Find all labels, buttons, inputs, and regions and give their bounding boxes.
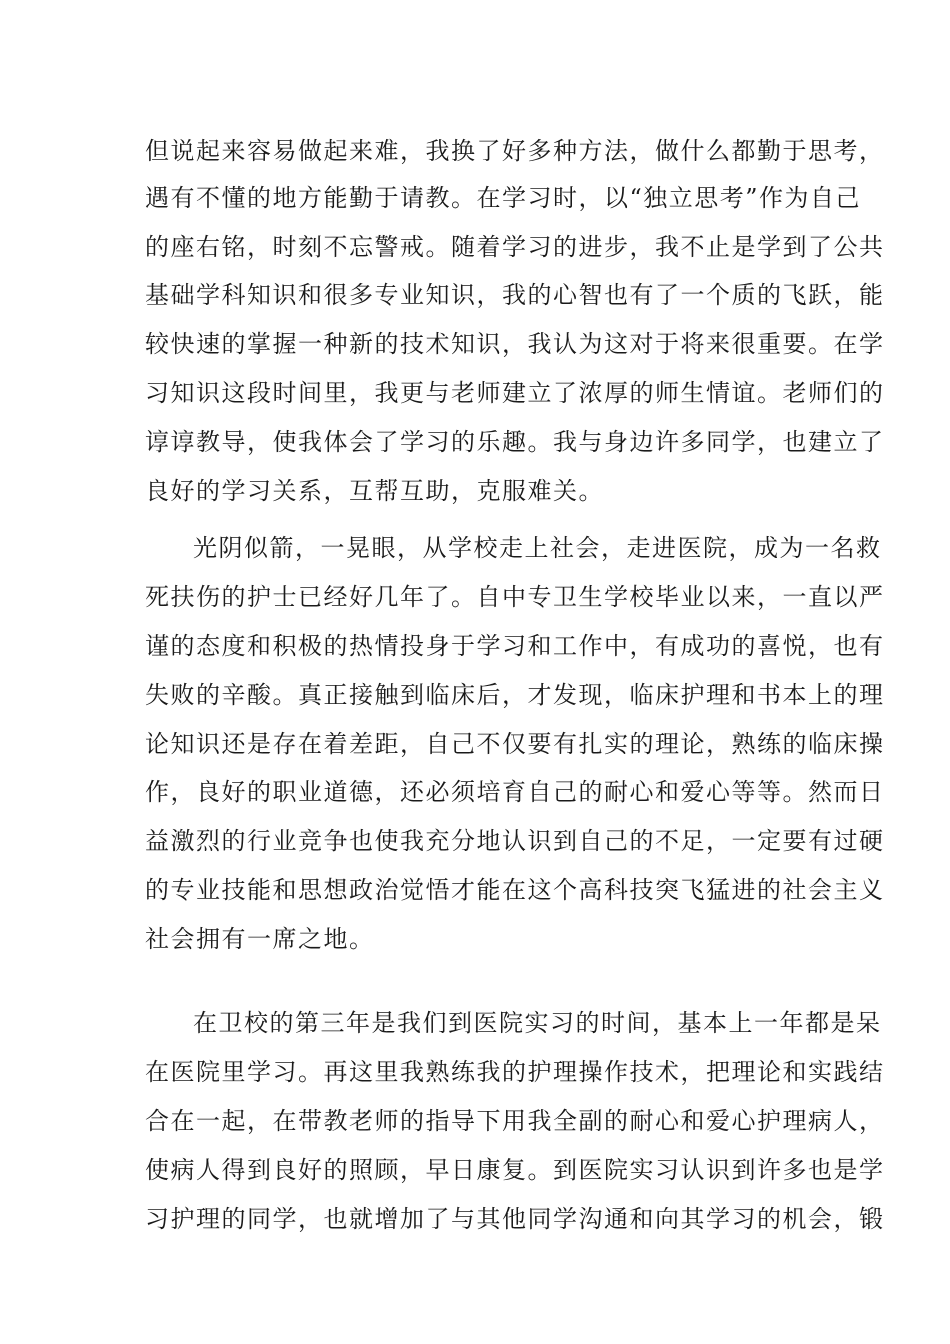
text-line: 死扶伤的护士已经好几年了。自中专卫生学校毕业以来，一直以严 bbox=[145, 583, 885, 611]
text-line: 较快速的掌握一种新的技术知识，我认为这对于将来很重要。在学 bbox=[145, 330, 885, 358]
text-line: 良好的学习关系，互帮互助，克服难关。 bbox=[145, 477, 604, 505]
text-line: 使病人得到良好的照顾，早日康复。到医院实习认识到许多也是学 bbox=[145, 1156, 885, 1184]
text-line: 基础学科知识和很多专业知识，我的心智也有了一个质的飞跃，能 bbox=[145, 281, 885, 309]
text-line: 论知识还是存在着差距，自己不仅要有扎实的理论，熟练的临床操 bbox=[145, 730, 885, 758]
text-line: 在医院里学习。再这里我熟练我的护理操作技术，把理论和实践结 bbox=[145, 1058, 885, 1086]
text-line: 光阴似箭，一晃眼，从学校走上社会，走进医院，成为一名救 bbox=[193, 534, 882, 562]
text-line: 谨的态度和积极的热情投身于学习和工作中，有成功的喜悦，也有 bbox=[145, 632, 885, 660]
text-line: 的专业技能和思想政治觉悟才能在这个高科技突飞猛进的社会主义 bbox=[145, 876, 885, 904]
text-line: 社会拥有一席之地。 bbox=[145, 925, 375, 953]
text-line: 谆谆教导，使我体会了学习的乐趣。我与身边许多同学，也建立了 bbox=[145, 428, 885, 456]
text-line: 但说起来容易做起来难，我换了好多种方法，做什么都勤于思考， bbox=[145, 137, 885, 165]
text-line: 作，良好的职业道德，还必须培育自己的耐心和爱心等等。然而日 bbox=[145, 778, 885, 806]
text-line: 的座右铭，时刻不忘警戒。随着学习的进步，我不止是学到了公共 bbox=[145, 233, 885, 261]
text-line: 习知识这段时间里，我更与老师建立了浓厚的师生情谊。老师们的 bbox=[145, 379, 885, 407]
text-line: 习护理的同学，也就增加了与其他同学沟通和向其学习的机会，锻 bbox=[145, 1205, 885, 1233]
text-line: 失败的辛酸。真正接触到临床后，才发现，临床护理和书本上的理 bbox=[145, 681, 885, 709]
text-line: 益激烈的行业竞争也使我充分地认识到自己的不足，一定要有过硬 bbox=[145, 827, 885, 855]
text-line: 合在一起，在带教老师的指导下用我全副的耐心和爱心护理病人， bbox=[145, 1107, 885, 1135]
text-line: 在卫校的第三年是我们到医院实习的时间，基本上一年都是呆 bbox=[193, 1009, 882, 1037]
text-line: 遇有不懂的地方能勤于请教。在学习时，以“独立思考”作为自己 bbox=[145, 184, 862, 212]
